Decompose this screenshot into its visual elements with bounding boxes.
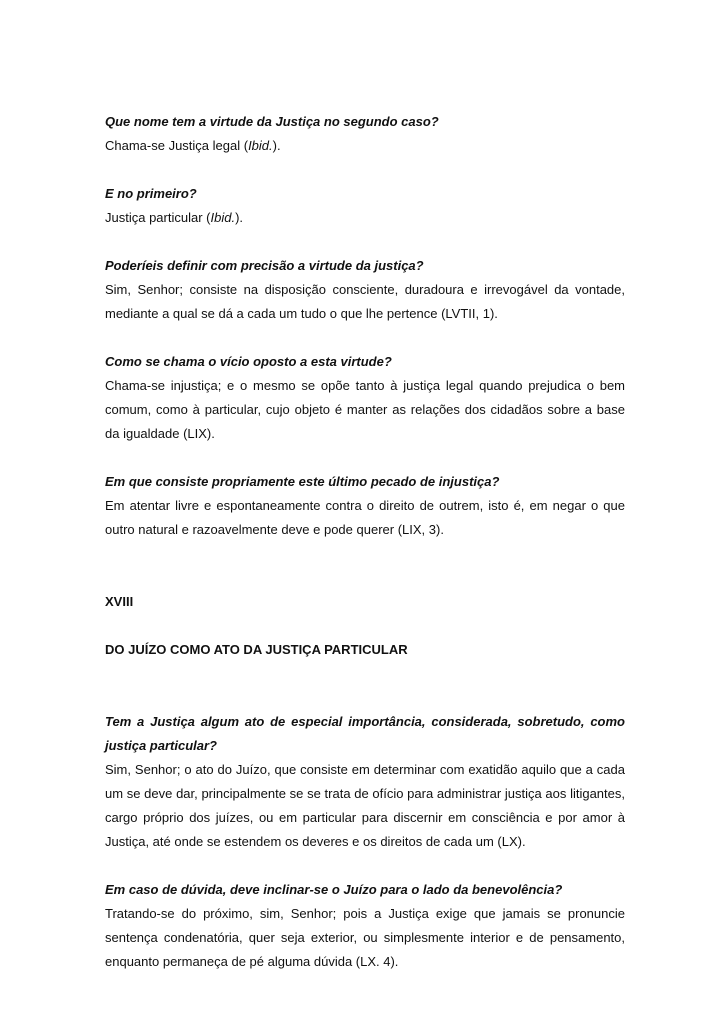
answer-5: Em atentar livre e espontaneamente contra o direito de outrem, isto é, em negar o que outro natural e razoavelmente deve e pode querer (LIX, 3). bbox=[105, 498, 625, 537]
question-7: Em caso de dúvida, deve inclinar-se o Juízo para o lado da benevolência? bbox=[105, 882, 563, 897]
answer-2: Justiça particular (Ibid.). bbox=[105, 210, 244, 225]
ibid-reference-1: Ibid. bbox=[248, 138, 273, 153]
question-6: Tem a Justiça algum ato de especial importância, considerada, sobretudo, como justiça particular? bbox=[105, 714, 625, 753]
question-4: Como se chama o vício oposto a esta virtude? bbox=[105, 354, 392, 369]
answer-3: Sim, Senhor; consiste na disposição consciente, duradoura e irrevogável da vontade, mediante a qual se dá a cada um tudo o que lhe pertence (LVTII, 1). bbox=[105, 282, 625, 321]
question-1: Que nome tem a virtude da Justiça no segundo caso? bbox=[105, 114, 439, 129]
question-3: Poderíeis definir com precisão a virtude da justiça? bbox=[105, 258, 424, 273]
ibid-reference-2: Ibid. bbox=[210, 210, 236, 225]
answer-7: Tratando-se do próximo, sim, Senhor; pois a Justiça exige que jamais se pronuncie sentença condenatória, quer seja exterior, ou simplesmente interior e de pensamento, enquanto permaneça de pé alguma dúvida (LX. 4). bbox=[105, 906, 625, 969]
question-2: E no primeiro? bbox=[105, 186, 197, 201]
answer-4: Chama-se injustiça; e o mesmo se opõe tanto à justiça legal quando prejudica o bem comum, como à particular, cujo objeto é manter as relações dos cidadãos sobre a base da igualdade (LIX). bbox=[105, 378, 625, 441]
document-page bbox=[105, 110, 625, 974]
question-5: Em que consiste propriamente este último pecado de injustiça? bbox=[105, 474, 500, 489]
answer-6: Sim, Senhor; o ato do Juízo, que consiste em determinar com exatidão aquilo que a cada um se deve dar, principalmente se se trata de ofício para administrar justiça aos litigantes, cargo próprio dos juízes, ou em particular para discernir em consciência e por amor à Justiça, até onde se estendem os deveres e os direitos de cada um (LX). bbox=[105, 762, 625, 849]
section-title: DO JUÍZO COMO ATO DA JUSTIÇA PARTICULAR bbox=[105, 642, 408, 657]
section-number: XVIII bbox=[105, 594, 134, 609]
answer-1: Chama-se Justiça legal (Ibid.). bbox=[105, 138, 281, 153]
